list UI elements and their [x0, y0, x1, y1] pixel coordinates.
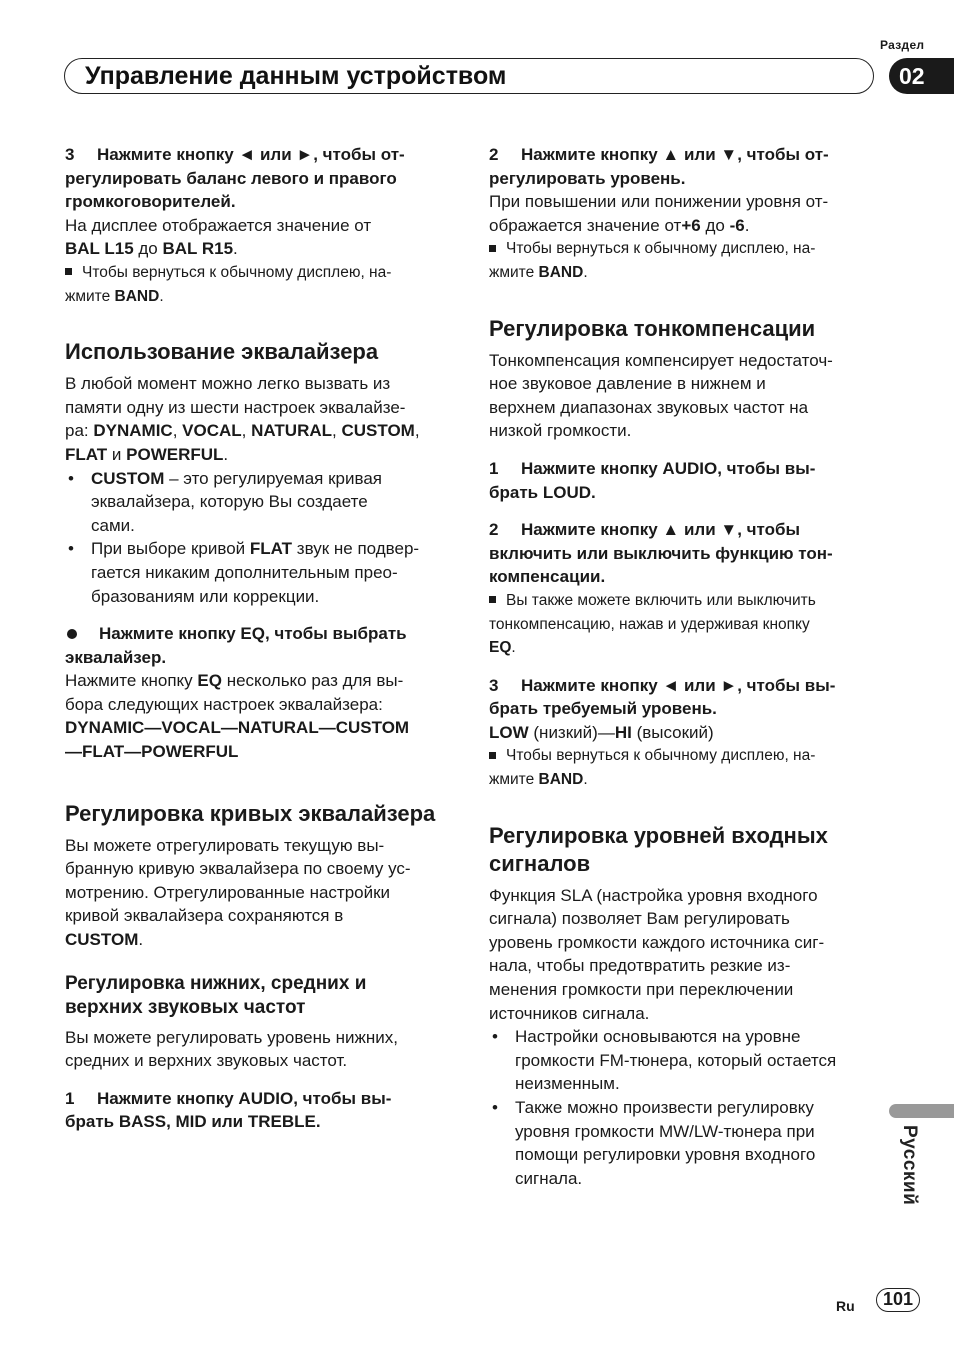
bullet-fm: • Настройки основываются на уровне громкости FM-тюнера, который остается неизменным.	[492, 1027, 837, 1094]
bullet-dot-icon: •	[492, 1027, 498, 1047]
equalizer-intro: В любой момент можно легко вызвать из памяти одну из шести настроек эквалайзе- ра: DYNAMIC, VOCAL, NATURAL, CUSTOM, FLAT и POWERFUL.	[65, 374, 420, 464]
bullet-mwlw: • Также можно произвести регулировку уровня громкости MW/LW-тюнера при помощи регулировки уровня входного сигнала.	[492, 1098, 816, 1188]
language-code: Ru	[836, 1298, 855, 1314]
level-description: При повышении или понижении уровня от- ображается значение от+6 до -6.	[489, 192, 829, 235]
step-number: 1	[489, 458, 499, 478]
eq-description: Нажмите кнопку EQ несколько раз для вы- бора следующих настроек эквалайзера: DYNAMIC—VOCAL—NATURAL—CUSTOM —FLAT—POWERFUL	[65, 671, 410, 762]
step-loud-level: 3 Нажмите кнопку ◄ или ►, чтобы вы- брать требуемый уровень.	[489, 675, 836, 719]
step-number: 3	[489, 675, 499, 695]
step-loud-toggle: 2 Нажмите кнопку ▲ или ▼, чтобы включить или выключить функцию тон- компенсации.	[489, 520, 833, 587]
step-number: 2	[489, 145, 499, 164]
page-number: 101	[876, 1288, 920, 1312]
step-number: 2	[489, 520, 499, 540]
step-loud-select: 1 Нажмите кнопку AUDIO, чтобы вы- брать LOUD.	[489, 458, 816, 502]
bullet-dot-icon: •	[68, 468, 74, 488]
heading-loudness: Регулировка тонкомпенсации	[489, 315, 816, 341]
square-bullet-icon	[489, 596, 496, 603]
square-bullet-icon	[489, 752, 496, 759]
heading-bands: Регулировка нижних, средних и верхних звуковых частот	[65, 972, 367, 1018]
step-level: 2 Нажмите кнопку ▲ или ▼, чтобы от- регулировать уровень.	[489, 145, 829, 188]
bullet-custom: • CUSTOM – это регулируемая кривая эквалайзера, которую Вы создаете сами.	[68, 468, 382, 535]
right-column	[489, 143, 879, 1190]
square-bullet-icon	[489, 245, 496, 252]
step-number: 3	[65, 145, 75, 164]
note-loud-eq: Вы также можете включить или выключить тонкомпенсацию, нажав и удерживая кнопку EQ.	[489, 591, 816, 657]
step-bands-select: 1 Нажмите кнопку AUDIO, чтобы вы- брать BASS, MID или TREBLE.	[65, 1088, 392, 1132]
left-column	[65, 143, 455, 1134]
chapter-badge: 02	[889, 58, 954, 94]
bands-description: Вы можете регулировать уровень нижних, средних и верхних звуковых частот.	[65, 1027, 398, 1071]
square-bullet-icon	[65, 268, 72, 275]
bullet-dot-icon: •	[492, 1098, 498, 1117]
step-number: 1	[65, 1088, 75, 1108]
loud-levels: LOW (низкий)—HI (высокий)	[489, 722, 714, 742]
heading-equalizer: Использование эквалайзера	[65, 339, 379, 365]
bullet-dot-icon: •	[68, 539, 74, 559]
bullet-circle-icon	[67, 629, 77, 639]
note-band-2: Чтобы вернуться к обычному дисплею, на- жмите BAND.	[489, 240, 816, 281]
heading-curves: Регулировка кривых эквалайзера	[65, 800, 436, 826]
language-tab	[889, 1104, 954, 1118]
language-label: Русский	[899, 1125, 920, 1206]
page-title: Управление данным устройством	[85, 62, 507, 90]
loudness-description: Тонкомпенсация компенсирует недостаточ- ное звуковое давление в нижнем и верхнем диапазонах звуковых частот на низкой громкости.	[489, 350, 833, 441]
heading-sla: Регулировка уровней входных сигналов	[489, 822, 828, 876]
section-label: Раздел	[880, 38, 925, 52]
page-header	[64, 58, 874, 94]
step-eq-select: Нажмите кнопку EQ, чтобы выбрать эквалайзер.	[65, 624, 407, 667]
sla-description: Функция SLA (настройка уровня входного сигнала) позволяет Вам регулировать уровень громкости каждого источника сиг- нала, чтобы предотвратить резкие из- менения громкости при переключении источников сигнала.	[489, 885, 825, 1023]
note-band-1: Чтобы вернуться к обычному дисплею, на- жмите BAND.	[65, 263, 392, 305]
note-band-3: Чтобы вернуться к обычному дисплею, на- жмите BAND.	[489, 747, 816, 789]
curves-description: Вы можете отрегулировать текущую вы- бранную кривую эквалайзера по своему ус- мотрению. Отрегулированные настройки кривой эквалайзера сохраняются в CUSTOM.	[65, 835, 411, 950]
step-balance: 3 Нажмите кнопку ◄ или ►, чтобы от- регулировать баланс левого и правого громкоговорителей.	[65, 145, 405, 212]
bullet-flat: • При выборе кривой FLAT звук не подвер- гается никаким дополнительным прео- бразованиям или коррекции.	[68, 539, 420, 606]
balance-description: На дисплее отображается значение от BAL L15 до BAL R15.	[65, 215, 372, 259]
